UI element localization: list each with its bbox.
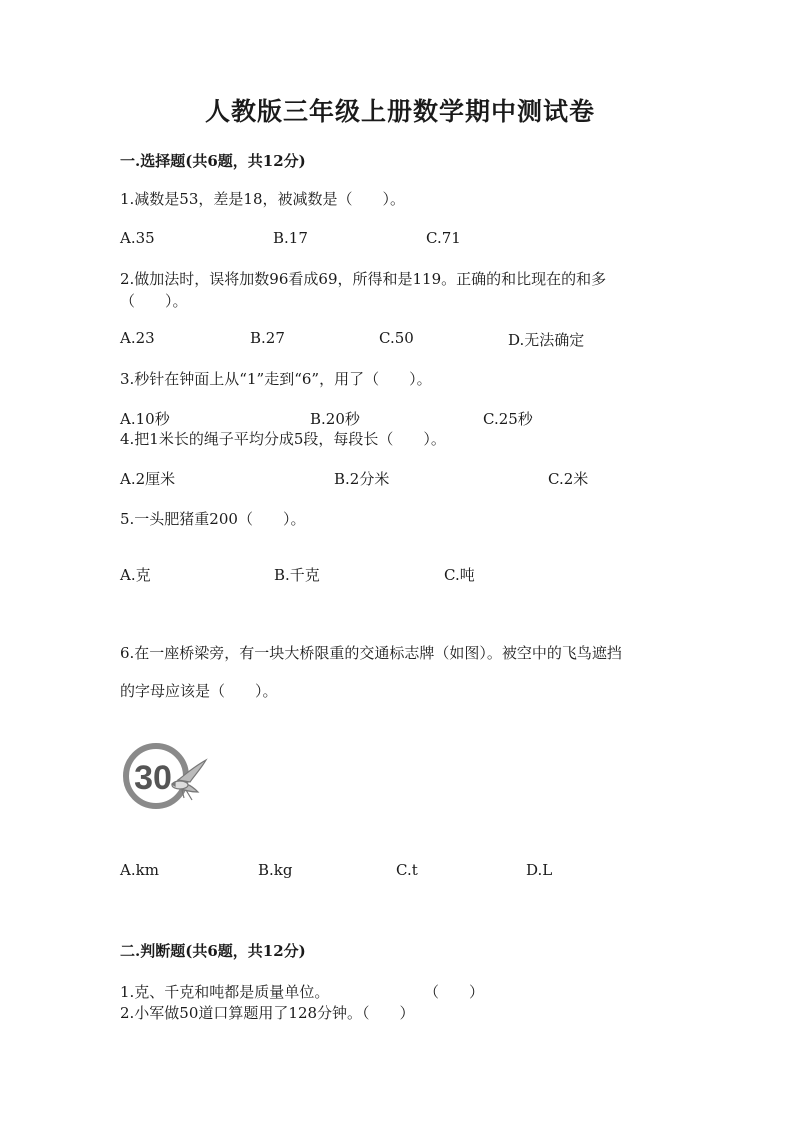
question-1-option-a[interactable]: A.35 [120, 229, 155, 247]
judge-2-text: 2.小军做50道口算题用了128分钟。（ ） [120, 1004, 415, 1022]
question-2-text-line1: 2.做加法时，误将加数96看成69，所得和是119。正确的和比现在的和多 [120, 270, 607, 288]
question-5-option-b[interactable]: B.千克 [274, 566, 320, 584]
question-1-option-c[interactable]: C.71 [426, 229, 461, 247]
question-2-option-d[interactable]: D.无法确定 [508, 331, 585, 349]
question-2-option-b[interactable]: B.27 [250, 329, 285, 347]
question-2-option-a[interactable]: A.23 [120, 329, 155, 347]
sign-number: 30 [134, 759, 172, 797]
question-1-text: 1.减数是53，差是18，被减数是（ ）。 [120, 190, 405, 208]
question-4-option-a[interactable]: A.2厘米 [120, 470, 176, 488]
question-6-option-d[interactable]: D.L [526, 861, 553, 879]
question-1-option-b[interactable]: B.17 [273, 229, 308, 247]
question-3-text: 3.秒针在钟面上从“1”走到“6”，用了（ ）。 [120, 370, 432, 388]
question-6-option-a[interactable]: A.km [120, 861, 159, 879]
judge-1-text: 1.克、千克和吨都是质量单位。 [120, 983, 330, 1001]
question-3-option-b[interactable]: B.20秒 [310, 410, 360, 428]
question-2-text-line2: （ ）。 [120, 292, 188, 310]
question-4-text: 4.把1米长的绳子平均分成5段，每段长（ ）。 [120, 430, 446, 448]
question-6-text-line1: 6.在一座桥梁旁，有一块大桥限重的交通标志牌（如图）。被空中的飞鸟遮挡 [120, 644, 622, 662]
section1-header: 一.选择题(共6题，共12分) [120, 152, 306, 170]
speed-limit-sign-figure [120, 738, 220, 818]
question-5-text: 5.一头肥猪重200（ ）。 [120, 510, 306, 528]
question-4-option-b[interactable]: B.2分米 [334, 470, 390, 488]
question-2-option-c[interactable]: C.50 [379, 329, 414, 347]
question-5-option-c[interactable]: C.吨 [444, 566, 475, 584]
question-5-option-a[interactable]: A.克 [120, 566, 151, 584]
section2-header: 二.判断题(共6题，共12分) [120, 942, 306, 960]
question-3-option-a[interactable]: A.10秒 [120, 410, 170, 428]
question-6-option-c[interactable]: C.t [396, 861, 418, 879]
question-4-option-c[interactable]: C.2米 [548, 470, 589, 488]
question-6-text-line2: 的字母应该是（ ）。 [120, 682, 278, 700]
question-6-option-b[interactable]: B.kg [258, 861, 293, 879]
question-3-option-c[interactable]: C.25秒 [483, 410, 533, 428]
judge-1-blank[interactable]: （ ） [424, 983, 485, 1001]
page-title: 人教版三年级上册数学期中测试卷 [204, 97, 595, 126]
sign-graphic [120, 738, 220, 818]
